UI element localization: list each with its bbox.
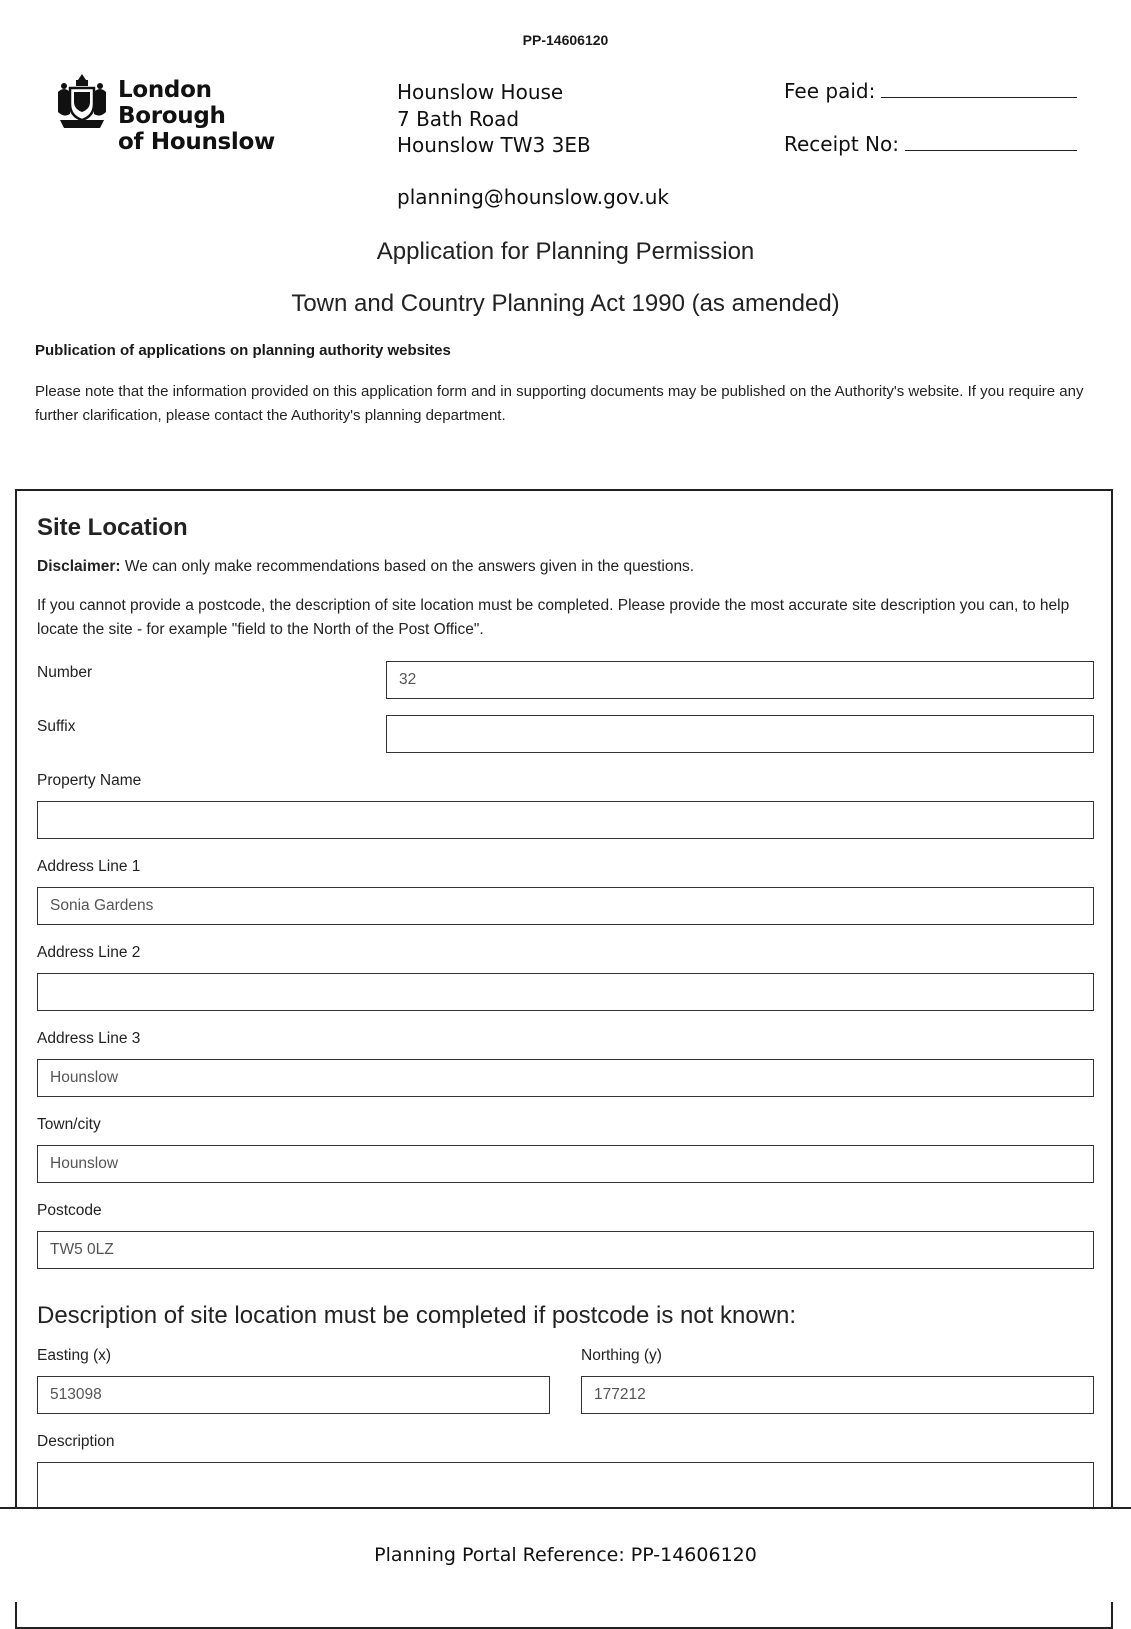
form-subtitle: Town and Country Planning Act 1990 (as amended) — [291, 290, 840, 317]
publication-heading: Publication of applications on planning authority websites — [35, 342, 451, 359]
publication-text: Please note that the information provided on this application form and in supporting documents may be published on the Authority's website. If you require any further clarification, please contact the Authority's planning department. — [35, 383, 1084, 424]
address-line-3: Hounslow TW3 3EB — [397, 133, 591, 157]
receipt-no — [784, 132, 1077, 156]
address-line3-label: Address Line 3 — [37, 1030, 141, 1047]
address-line3-input[interactable]: Hounslow — [37, 1059, 1094, 1097]
form-title: Application for Planning Permission — [376, 238, 755, 265]
northing-label: Northing (y) — [581, 1347, 662, 1364]
address-line2-label: Address Line 2 — [37, 944, 141, 961]
number-label: Number — [37, 664, 93, 681]
section-title: Site Location — [37, 514, 188, 541]
property-name-input[interactable] — [37, 801, 1094, 839]
address-line1-input[interactable]: Sonia Gardens — [37, 887, 1094, 925]
council-logo — [54, 72, 314, 155]
footer-reference: Planning Portal Reference: PP-14606120 — [374, 1544, 757, 1566]
number-input[interactable]: 32 — [386, 661, 1094, 699]
coat-of-arms-icon — [54, 72, 110, 130]
address-line2-input[interactable] — [37, 973, 1094, 1011]
fee-paid — [784, 79, 1077, 103]
disclaimer-label: Disclaimer: — [37, 558, 121, 575]
disclaimer-text: We can only make recommendations based on the answers given in the questions. — [120, 558, 695, 575]
postcode-input[interactable]: TW5 0LZ — [37, 1231, 1094, 1269]
council-name-line2: of Hounslow — [118, 129, 275, 155]
document-reference: PP-14606120 — [522, 32, 609, 48]
site-help-text: If you cannot provide a postcode, the description of site location must be completed. Please provide the most accurate site description you can, to help locate the site - for example "field to the North of the Post Office". — [37, 597, 1070, 638]
fee-paid-line — [881, 79, 1077, 98]
council-name — [118, 77, 314, 155]
postcode-label: Postcode — [37, 1202, 102, 1219]
easting-label: Easting (x) — [37, 1347, 112, 1364]
address-line-1: Hounslow House — [397, 80, 564, 104]
easting-input[interactable]: 513098 — [37, 1376, 550, 1414]
council-email: planning@hounslow.gov.uk — [397, 185, 669, 209]
council-address — [397, 79, 591, 159]
address-line1-label: Address Line 1 — [37, 858, 141, 875]
disclaimer — [37, 558, 694, 576]
town-city-label: Town/city — [37, 1116, 101, 1133]
description-heading: Description of site location must be completed if postcode is not known: — [37, 1302, 797, 1329]
receipt-no-line — [905, 132, 1077, 151]
suffix-input[interactable] — [386, 715, 1094, 753]
council-name-line1: London Borough — [118, 77, 226, 129]
address-line-2: 7 Bath Road — [397, 106, 520, 131]
property-name-label: Property Name — [37, 772, 142, 789]
northing-input[interactable]: 177212 — [581, 1376, 1094, 1414]
description-label: Description — [37, 1433, 115, 1450]
town-city-input[interactable]: Hounslow — [37, 1145, 1094, 1183]
receipt-no-label: Receipt No: — [784, 132, 899, 156]
suffix-label: Suffix — [37, 718, 76, 735]
fee-paid-label: Fee paid: — [784, 79, 876, 103]
